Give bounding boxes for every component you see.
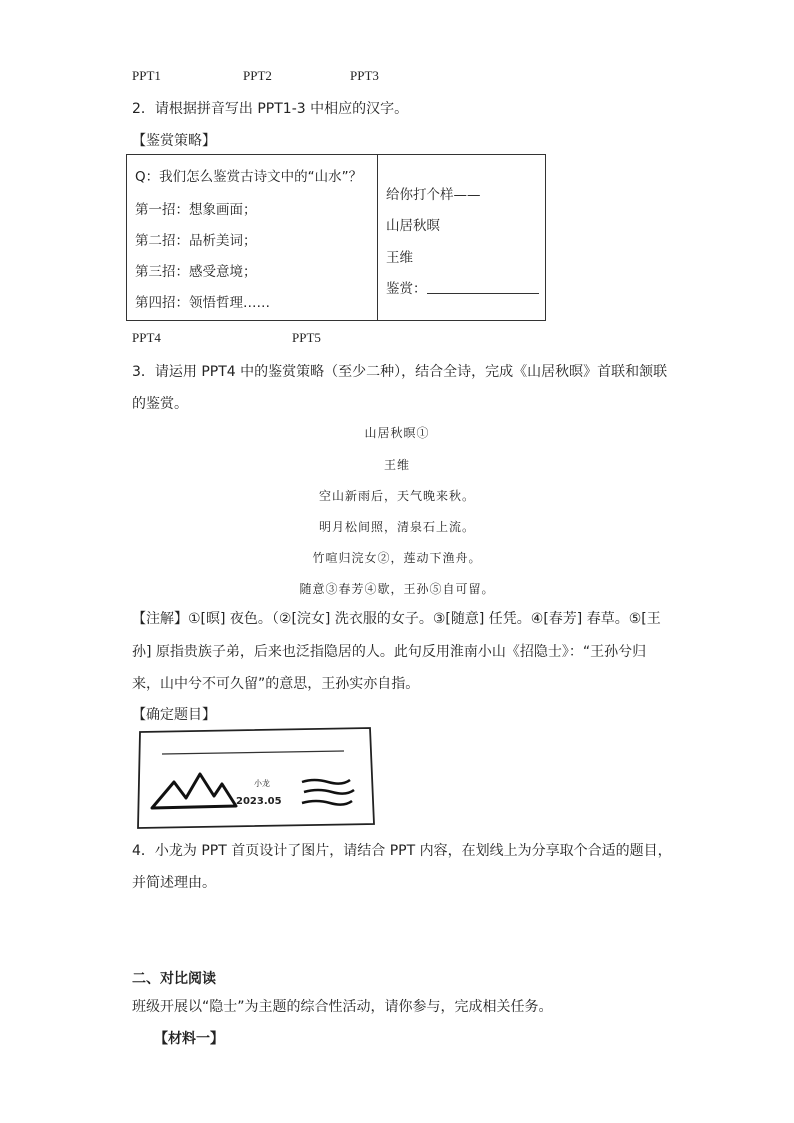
example-poem-title: 山居秋暝 bbox=[386, 218, 440, 234]
appreciation-answer-line bbox=[427, 293, 539, 294]
poem-line-3: 竹喧归浣女②，莲动下渔舟。 bbox=[312, 551, 482, 565]
ppt1-label: PPT1 bbox=[132, 68, 161, 83]
poem-line-1: 空山新雨后，天气晚来秋。 bbox=[318, 489, 475, 503]
poem-title: 山居秋暝① bbox=[364, 426, 430, 440]
material-1-heading: 【材料一】 bbox=[154, 1031, 224, 1047]
poem-line-2: 明月松间照，清泉石上流。 bbox=[318, 520, 475, 534]
poem-line-4: 随意③春芳④歇，王孙⑤自可留。 bbox=[299, 582, 495, 596]
question-4-line-1: 4．小龙为 PPT 首页设计了图片，请结合 PPT 内容，在划线上为分享取个合适的题目， bbox=[132, 843, 672, 859]
strategy-box bbox=[126, 154, 546, 321]
note-line-2: 孙] 原指贵族子弟，后来也泛指隐居的人。此句反用淮南小山《招隐士》：“王孙兮归 bbox=[132, 644, 647, 660]
strategy-step-2: 第二招：品析美词； bbox=[135, 233, 257, 249]
question-4-line-2: 并简述理由。 bbox=[132, 875, 216, 891]
strategy-step-3: 第三招：感受意境； bbox=[135, 264, 257, 280]
title-heading: 【确定题目】 bbox=[132, 707, 216, 723]
example-poem-author: 王维 bbox=[386, 250, 413, 266]
section-2-title: 二、对比阅读 bbox=[132, 971, 216, 987]
note-line-1: 【注解】①[暝] 夜色。（②[浣女] 洗衣服的女子。③[随意] 任凭。④[春芳] 春草。⑤[王 bbox=[132, 611, 661, 627]
card-frame bbox=[138, 728, 374, 828]
ppt3-label: PPT3 bbox=[350, 68, 379, 83]
question-2: 2．请根据拼音写出 PPT1-3 中相应的汉字。 bbox=[132, 101, 409, 117]
section-2-intro: 班级开展以“隐士”为主题的综合性活动，请你参与，完成相关任务。 bbox=[132, 999, 553, 1015]
cover-sketch bbox=[132, 724, 380, 830]
card-name: 小龙 bbox=[254, 779, 270, 788]
note-line-3: 来，山中兮不可久留”的意思，王孙实亦自指。 bbox=[132, 676, 420, 692]
poem-author: 王维 bbox=[383, 458, 410, 472]
strategy-step-1: 第一招：想象画面； bbox=[135, 202, 257, 218]
ppt4-label: PPT4 bbox=[132, 330, 161, 345]
question-3-line-2: 的鉴赏。 bbox=[132, 396, 188, 412]
ppt5-label: PPT5 bbox=[292, 330, 321, 345]
strategy-question: Q：我们怎么鉴赏古诗文中的“山水”？ bbox=[135, 169, 363, 185]
card-date: 2023.05 bbox=[236, 796, 282, 807]
ppt2-label: PPT2 bbox=[243, 68, 272, 83]
example-intro: 给你打个样—— bbox=[386, 187, 481, 203]
strategy-heading: 【鉴赏策略】 bbox=[132, 133, 216, 149]
strategy-divider bbox=[377, 155, 378, 320]
question-3-line-1: 3．请运用 PPT4 中的鉴赏策略（至少二种），结合全诗，完成《山居秋暝》首联和颔联 bbox=[132, 364, 668, 380]
strategy-step-4: 第四招：领悟哲理…… bbox=[135, 295, 270, 311]
appreciation-label: 鉴赏： bbox=[386, 281, 427, 297]
